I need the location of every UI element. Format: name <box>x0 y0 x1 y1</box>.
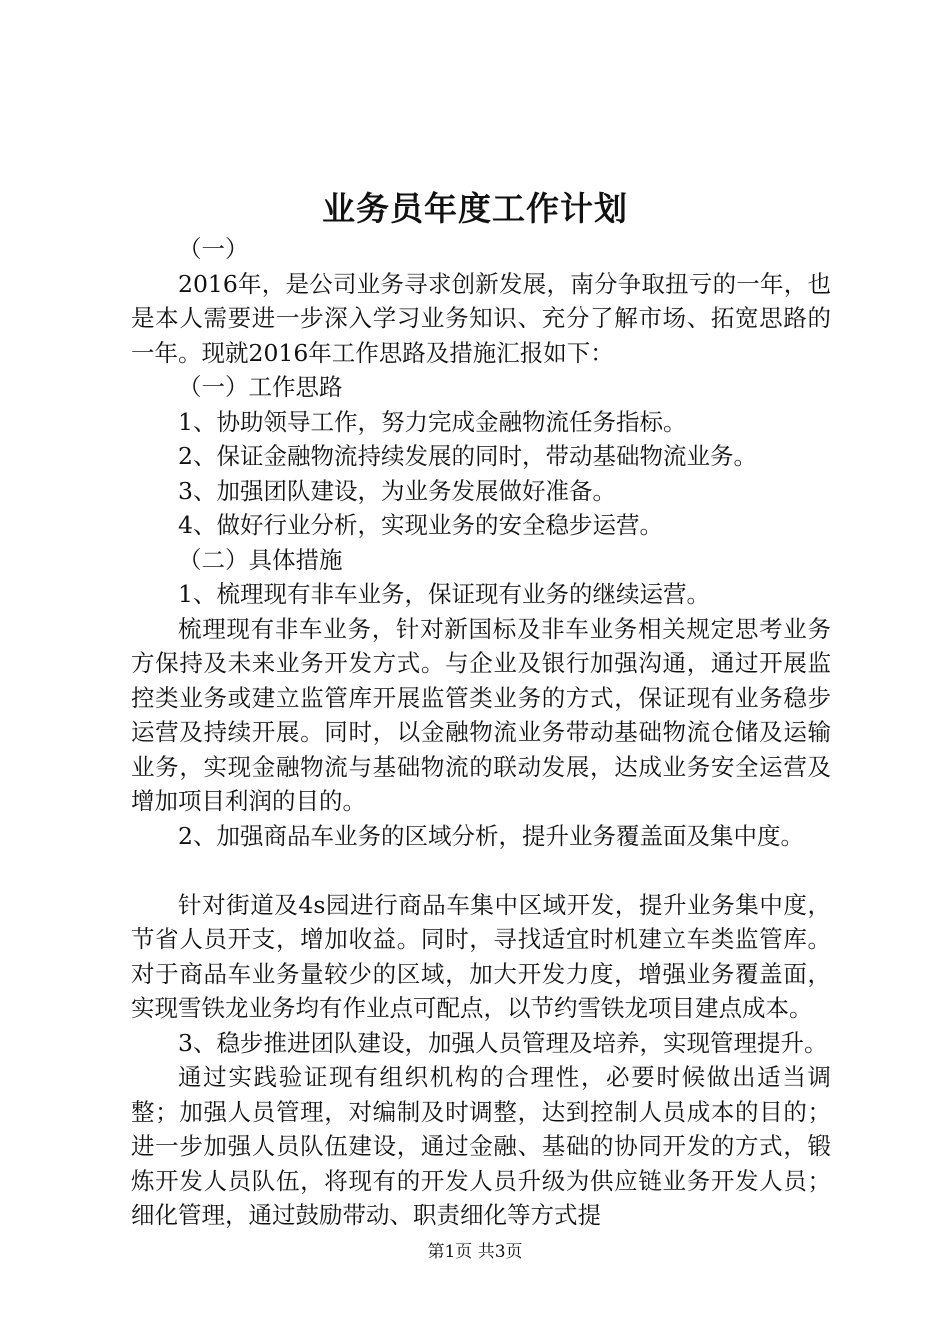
measure-item-1: 1、梳理现有非车业务，保证现有业务的继续运营。 <box>178 580 710 608</box>
document-title: 业务员年度工作计划 <box>322 189 628 228</box>
work-idea-item-3: 3、加强团队建设，为业务发展做好准备。 <box>178 476 616 505</box>
intro-paragraph: 2016年，是公司业务寻求创新发展，南分争取扭亏的一年，也是本人需要进一步深入学习业务知识、充分了解市场、拓宽思路的一年。现就2016年工作思路及措施汇报如下： <box>131 269 831 367</box>
section-marker: （一） <box>178 235 249 263</box>
section-heading-work-ideas: （一）工作思路 <box>178 373 343 401</box>
measure-3-detail: 通过实践验证现有组织机构的合理性，必要时候做出适当调整；加强人员管理，对编制及时调整，达到控制人员成本的目的；进一步加强人员队伍建设，通过金融、基础的协同开发的方式，锻炼开发人员队伍，将现有的开发人员升级为供应链业务开发人员；细化管理，通过鼓励带动、职责细化等方式提 <box>131 1063 831 1229</box>
section-heading-measures: （二）具体措施 <box>178 545 343 574</box>
measure-2-detail: 针对街道及4s园进行商品车集中区域开发，提升业务集中度，节省人员开支，增加收益。同时，寻找适宜时机建立车类监管库。对于商品车业务量较少的区域，加大开发力度，增强业务覆盖面，实现雪铁龙业务均有作业点可配点，以节约雪铁龙项目建点成本。 <box>131 890 831 1022</box>
measure-1-detail: 梳理现有非车业务，针对新国标及非车业务相关规定思考业务方保持及未来业务开发方式。与企业及银行加强沟通，通过开展监控类业务或建立监管库开展监管类业务的方式，保证现有业务稳步运营及持续开展。同时，以金融物流业务带动基础物流仓储及运输业务，实现金融物流与基础物流的联动发展，达成业务安全运营及增加项目利润的目的。 <box>131 614 831 815</box>
document-body <box>131 232 831 1233</box>
measure-item-3: 3、稳步推进团队建设，加强人员管理及培养，实现管理提升。 <box>178 1028 828 1057</box>
work-idea-item-1: 1、协助领导工作，努力完成金融物流任务指标。 <box>178 407 687 436</box>
measure-item-2: 2、加强商品车业务的区域分析，提升业务覆盖面及集中度。 <box>178 821 804 850</box>
page-footer: 第1页 共3页 <box>427 1242 523 1262</box>
work-idea-item-2: 2、保证金融物流持续发展的同时，带动基础物流业务。 <box>178 442 757 470</box>
work-idea-item-4: 4、做好行业分析，实现业务的安全稳步运营。 <box>178 511 663 539</box>
